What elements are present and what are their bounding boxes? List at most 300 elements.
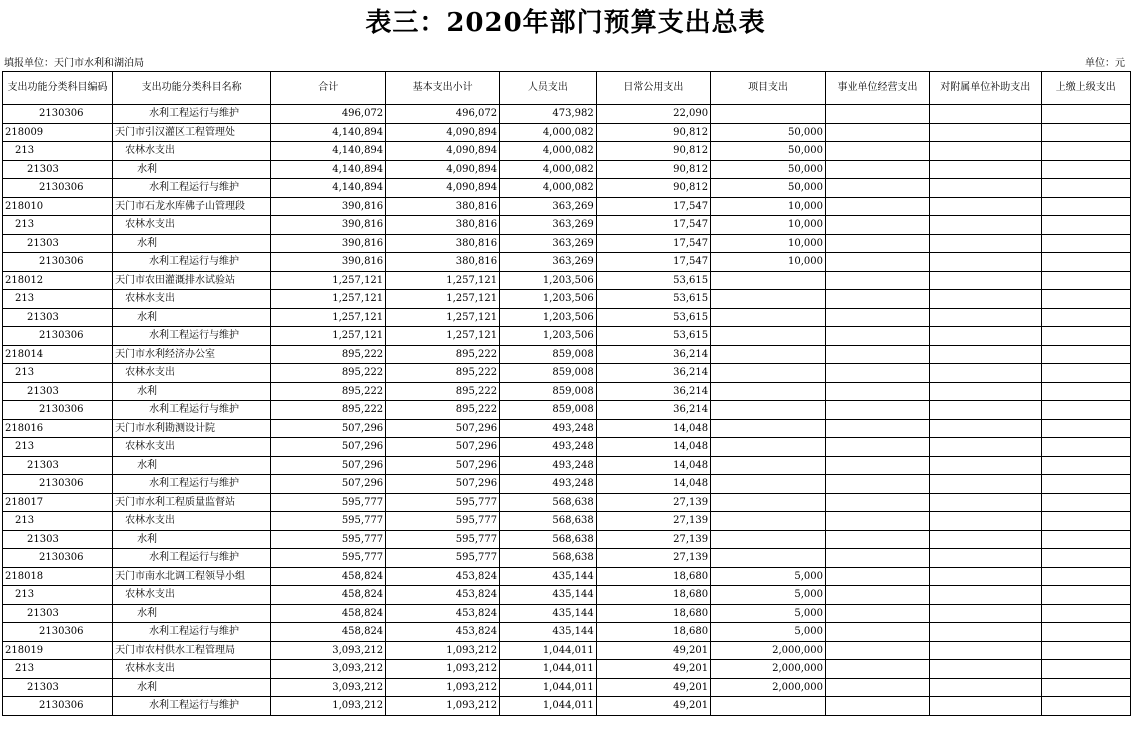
cell-personnel: 4,000,082	[500, 160, 597, 179]
table-row	[3, 530, 1131, 549]
cell-remit	[1041, 641, 1130, 660]
cell-personnel: 435,144	[500, 586, 597, 605]
table-row	[3, 567, 1131, 586]
table-row	[3, 401, 1131, 420]
cell-basic-subtotal: 595,777	[386, 512, 500, 531]
cell-remit	[1041, 456, 1130, 475]
cell-business	[826, 567, 930, 586]
table-row	[3, 253, 1131, 272]
cell-remit	[1041, 660, 1130, 679]
cell-business	[826, 345, 930, 364]
cell-remit	[1041, 253, 1130, 272]
col-header-subsidy: 对附属单位补助支出	[929, 72, 1041, 105]
cell-name: 天门市石龙水库佛子山管理段	[113, 197, 271, 216]
cell-basic-subtotal: 507,296	[386, 438, 500, 457]
table-row	[3, 678, 1131, 697]
table-row	[3, 493, 1131, 512]
cell-total: 390,816	[271, 253, 386, 272]
cell-project	[711, 419, 826, 438]
cell-public: 27,139	[596, 493, 710, 512]
cell-personnel: 859,008	[500, 364, 597, 383]
cell-code: 21303	[3, 530, 113, 549]
cell-code: 218016	[3, 419, 113, 438]
cell-code: 213	[3, 364, 113, 383]
cell-subsidy	[929, 660, 1041, 679]
cell-personnel: 1,203,506	[500, 327, 597, 346]
cell-total: 4,140,894	[271, 142, 386, 161]
cell-subsidy	[929, 160, 1041, 179]
cell-basic-subtotal: 1,093,212	[386, 660, 500, 679]
cell-total: 507,296	[271, 438, 386, 457]
cell-name: 天门市引汉灌区工程管理处	[113, 123, 271, 142]
col-header-total: 合计	[271, 72, 386, 105]
table-row	[3, 364, 1131, 383]
cell-personnel: 568,638	[500, 549, 597, 568]
cell-name: 水利	[113, 604, 271, 623]
cell-subsidy	[929, 142, 1041, 161]
cell-name: 水利	[113, 234, 271, 253]
cell-subsidy	[929, 678, 1041, 697]
cell-basic-subtotal: 380,816	[386, 216, 500, 235]
cell-basic-subtotal: 4,090,894	[386, 142, 500, 161]
cell-business	[826, 660, 930, 679]
cell-public: 49,201	[596, 660, 710, 679]
cell-basic-subtotal: 1,257,121	[386, 271, 500, 290]
cell-name: 天门市农村供水工程管理局	[113, 641, 271, 660]
cell-personnel: 435,144	[500, 567, 597, 586]
cell-total: 1,093,212	[271, 697, 386, 716]
cell-personnel: 4,000,082	[500, 142, 597, 161]
table-row	[3, 419, 1131, 438]
cell-total: 4,140,894	[271, 179, 386, 198]
cell-basic-subtotal: 595,777	[386, 493, 500, 512]
cell-total: 3,093,212	[271, 678, 386, 697]
cell-project	[711, 493, 826, 512]
cell-subsidy	[929, 623, 1041, 642]
cell-code: 21303	[3, 308, 113, 327]
reporting-unit: 填报单位：天门市水利和湖泊局	[4, 58, 144, 69]
cell-project	[711, 345, 826, 364]
cell-business	[826, 216, 930, 235]
cell-total: 595,777	[271, 493, 386, 512]
cell-project: 50,000	[711, 142, 826, 161]
cell-basic-subtotal: 895,222	[386, 401, 500, 420]
cell-personnel: 4,000,082	[500, 123, 597, 142]
cell-personnel: 568,638	[500, 530, 597, 549]
cell-subsidy	[929, 456, 1041, 475]
cell-code: 213	[3, 290, 113, 309]
table-row	[3, 160, 1131, 179]
cell-subsidy	[929, 234, 1041, 253]
cell-name: 水利工程运行与维护	[113, 549, 271, 568]
cell-subsidy	[929, 216, 1041, 235]
cell-business	[826, 290, 930, 309]
cell-remit	[1041, 438, 1130, 457]
cell-basic-subtotal: 453,824	[386, 623, 500, 642]
cell-public: 18,680	[596, 604, 710, 623]
cell-remit	[1041, 530, 1130, 549]
cell-basic-subtotal: 595,777	[386, 549, 500, 568]
cell-business	[826, 678, 930, 697]
cell-total: 1,257,121	[271, 271, 386, 290]
cell-project: 2,000,000	[711, 660, 826, 679]
cell-project: 2,000,000	[711, 641, 826, 660]
cell-subsidy	[929, 475, 1041, 494]
cell-project: 50,000	[711, 160, 826, 179]
cell-subsidy	[929, 419, 1041, 438]
table-row	[3, 234, 1131, 253]
cell-business	[826, 641, 930, 660]
cell-personnel: 1,203,506	[500, 308, 597, 327]
cell-total: 595,777	[271, 530, 386, 549]
cell-remit	[1041, 160, 1130, 179]
table-row	[3, 456, 1131, 475]
cell-remit	[1041, 271, 1130, 290]
cell-name: 天门市水利勘测设计院	[113, 419, 271, 438]
cell-code: 2130306	[3, 697, 113, 716]
cell-basic-subtotal: 1,257,121	[386, 327, 500, 346]
cell-business	[826, 493, 930, 512]
cell-name: 天门市水利工程质量监督站	[113, 493, 271, 512]
table-row	[3, 179, 1131, 198]
cell-public: 36,214	[596, 364, 710, 383]
cell-remit	[1041, 345, 1130, 364]
cell-remit	[1041, 623, 1130, 642]
cell-total: 507,296	[271, 419, 386, 438]
cell-subsidy	[929, 271, 1041, 290]
cell-business	[826, 604, 930, 623]
cell-basic-subtotal: 380,816	[386, 253, 500, 272]
cell-remit	[1041, 697, 1130, 716]
cell-name: 水利工程运行与维护	[113, 401, 271, 420]
cell-subsidy	[929, 586, 1041, 605]
cell-public: 36,214	[596, 382, 710, 401]
cell-basic-subtotal: 453,824	[386, 567, 500, 586]
cell-business	[826, 549, 930, 568]
cell-subsidy	[929, 530, 1041, 549]
cell-total: 1,257,121	[271, 290, 386, 309]
cell-remit	[1041, 179, 1130, 198]
cell-public: 53,615	[596, 327, 710, 346]
cell-code: 2130306	[3, 401, 113, 420]
cell-remit	[1041, 419, 1130, 438]
cell-subsidy	[929, 549, 1041, 568]
cell-name: 水利工程运行与维护	[113, 253, 271, 272]
cell-remit	[1041, 364, 1130, 383]
cell-code: 2130306	[3, 179, 113, 198]
table-row	[3, 197, 1131, 216]
cell-public: 14,048	[596, 438, 710, 457]
cell-code: 218018	[3, 567, 113, 586]
cell-public: 17,547	[596, 234, 710, 253]
cell-basic-subtotal: 4,090,894	[386, 160, 500, 179]
cell-basic-subtotal: 380,816	[386, 234, 500, 253]
cell-total: 4,140,894	[271, 123, 386, 142]
cell-remit	[1041, 512, 1130, 531]
cell-total: 1,257,121	[271, 327, 386, 346]
table-header-row	[3, 72, 1131, 105]
cell-remit	[1041, 475, 1130, 494]
col-header-public: 日常公用支出	[596, 72, 710, 105]
cell-code: 2130306	[3, 253, 113, 272]
cell-subsidy	[929, 308, 1041, 327]
cell-personnel: 1,203,506	[500, 290, 597, 309]
cell-remit	[1041, 327, 1130, 346]
cell-basic-subtotal: 1,093,212	[386, 697, 500, 716]
cell-personnel: 4,000,082	[500, 179, 597, 198]
cell-total: 390,816	[271, 234, 386, 253]
cell-name: 水利	[113, 160, 271, 179]
cell-business	[826, 475, 930, 494]
cell-name: 水利工程运行与维护	[113, 623, 271, 642]
cell-public: 18,680	[596, 567, 710, 586]
cell-subsidy	[929, 567, 1041, 586]
cell-project: 10,000	[711, 197, 826, 216]
cell-total: 458,824	[271, 623, 386, 642]
cell-code: 21303	[3, 382, 113, 401]
table-row	[3, 641, 1131, 660]
cell-business	[826, 586, 930, 605]
cell-code: 2130306	[3, 475, 113, 494]
cell-project	[711, 549, 826, 568]
cell-personnel: 363,269	[500, 234, 597, 253]
cell-business	[826, 438, 930, 457]
cell-project	[711, 382, 826, 401]
cell-basic-subtotal: 1,093,212	[386, 678, 500, 697]
cell-subsidy	[929, 493, 1041, 512]
cell-remit	[1041, 197, 1130, 216]
cell-personnel: 1,044,011	[500, 641, 597, 660]
cell-total: 895,222	[271, 345, 386, 364]
cell-public: 18,680	[596, 586, 710, 605]
cell-subsidy	[929, 290, 1041, 309]
cell-name: 天门市水利经济办公室	[113, 345, 271, 364]
cell-public: 14,048	[596, 475, 710, 494]
cell-subsidy	[929, 179, 1041, 198]
cell-business	[826, 512, 930, 531]
cell-business	[826, 327, 930, 346]
cell-project: 10,000	[711, 253, 826, 272]
cell-public: 27,139	[596, 530, 710, 549]
table-row	[3, 271, 1131, 290]
cell-code: 213	[3, 438, 113, 457]
cell-public: 14,048	[596, 456, 710, 475]
col-header-name: 支出功能分类科目名称	[113, 72, 271, 105]
cell-code: 213	[3, 586, 113, 605]
budget-table	[2, 71, 1131, 716]
cell-basic-subtotal: 895,222	[386, 364, 500, 383]
cell-personnel: 1,044,011	[500, 697, 597, 716]
cell-remit	[1041, 586, 1130, 605]
cell-project	[711, 364, 826, 383]
cell-personnel: 568,638	[500, 493, 597, 512]
cell-code: 218014	[3, 345, 113, 364]
cell-subsidy	[929, 253, 1041, 272]
cell-total: 895,222	[271, 401, 386, 420]
cell-total: 595,777	[271, 549, 386, 568]
cell-project: 5,000	[711, 623, 826, 642]
cell-business	[826, 456, 930, 475]
currency-unit: 单位：元	[1085, 58, 1125, 69]
table-row	[3, 290, 1131, 309]
cell-basic-subtotal: 507,296	[386, 475, 500, 494]
cell-personnel: 1,203,506	[500, 271, 597, 290]
cell-personnel: 473,982	[500, 105, 597, 124]
cell-remit	[1041, 567, 1130, 586]
table-row	[3, 697, 1131, 716]
cell-total: 458,824	[271, 567, 386, 586]
cell-business	[826, 160, 930, 179]
cell-name: 农林水支出	[113, 290, 271, 309]
cell-code: 218012	[3, 271, 113, 290]
cell-subsidy	[929, 327, 1041, 346]
cell-personnel: 363,269	[500, 216, 597, 235]
cell-total: 4,140,894	[271, 160, 386, 179]
cell-personnel: 493,248	[500, 456, 597, 475]
cell-name: 农林水支出	[113, 438, 271, 457]
cell-remit	[1041, 308, 1130, 327]
cell-project	[711, 512, 826, 531]
cell-subsidy	[929, 382, 1041, 401]
cell-business	[826, 105, 930, 124]
col-header-code: 支出功能分类科目编码	[3, 72, 113, 105]
cell-remit	[1041, 290, 1130, 309]
cell-code: 21303	[3, 678, 113, 697]
cell-remit	[1041, 549, 1130, 568]
cell-total: 3,093,212	[271, 641, 386, 660]
cell-code: 218010	[3, 197, 113, 216]
table-row	[3, 327, 1131, 346]
cell-code: 213	[3, 512, 113, 531]
cell-personnel: 435,144	[500, 623, 597, 642]
table-row	[3, 604, 1131, 623]
cell-name: 农林水支出	[113, 512, 271, 531]
cell-public: 17,547	[596, 216, 710, 235]
cell-total: 390,816	[271, 197, 386, 216]
cell-public: 53,615	[596, 290, 710, 309]
table-row	[3, 308, 1131, 327]
cell-public: 53,615	[596, 308, 710, 327]
cell-public: 17,547	[596, 197, 710, 216]
cell-basic-subtotal: 895,222	[386, 345, 500, 364]
cell-project	[711, 271, 826, 290]
cell-name: 水利工程运行与维护	[113, 697, 271, 716]
cell-code: 218017	[3, 493, 113, 512]
cell-public: 90,812	[596, 160, 710, 179]
cell-subsidy	[929, 641, 1041, 660]
cell-business	[826, 197, 930, 216]
cell-total: 595,777	[271, 512, 386, 531]
cell-remit	[1041, 105, 1130, 124]
cell-public: 49,201	[596, 697, 710, 716]
cell-name: 农林水支出	[113, 660, 271, 679]
cell-code: 2130306	[3, 623, 113, 642]
cell-public: 49,201	[596, 678, 710, 697]
cell-name: 水利	[113, 678, 271, 697]
table-row	[3, 623, 1131, 642]
cell-basic-subtotal: 1,093,212	[386, 641, 500, 660]
cell-public: 36,214	[596, 345, 710, 364]
cell-public: 17,547	[596, 253, 710, 272]
cell-public: 27,139	[596, 512, 710, 531]
cell-name: 水利	[113, 456, 271, 475]
cell-subsidy	[929, 197, 1041, 216]
cell-name: 天门市南水北调工程领导小组	[113, 567, 271, 586]
cell-project: 5,000	[711, 604, 826, 623]
cell-total: 507,296	[271, 456, 386, 475]
col-header-project: 项目支出	[711, 72, 826, 105]
cell-project	[711, 401, 826, 420]
cell-business	[826, 142, 930, 161]
cell-personnel: 493,248	[500, 475, 597, 494]
cell-name: 农林水支出	[113, 142, 271, 161]
cell-code: 218009	[3, 123, 113, 142]
cell-subsidy	[929, 105, 1041, 124]
cell-project	[711, 530, 826, 549]
cell-personnel: 1,044,011	[500, 660, 597, 679]
cell-code: 21303	[3, 234, 113, 253]
page-title: 表三：2020年部门预算支出总表	[365, 8, 766, 38]
cell-total: 3,093,212	[271, 660, 386, 679]
table-row	[3, 216, 1131, 235]
col-header-remit: 上缴上级支出	[1041, 72, 1130, 105]
table-row	[3, 586, 1131, 605]
cell-basic-subtotal: 453,824	[386, 604, 500, 623]
cell-total: 895,222	[271, 382, 386, 401]
cell-total: 496,072	[271, 105, 386, 124]
cell-subsidy	[929, 401, 1041, 420]
cell-project: 5,000	[711, 567, 826, 586]
cell-subsidy	[929, 364, 1041, 383]
cell-name: 水利工程运行与维护	[113, 179, 271, 198]
cell-basic-subtotal: 496,072	[386, 105, 500, 124]
cell-code: 213	[3, 660, 113, 679]
cell-basic-subtotal: 1,257,121	[386, 308, 500, 327]
cell-project	[711, 105, 826, 124]
cell-business	[826, 364, 930, 383]
cell-remit	[1041, 216, 1130, 235]
cell-code: 2130306	[3, 549, 113, 568]
cell-project	[711, 456, 826, 475]
cell-business	[826, 308, 930, 327]
cell-project: 2,000,000	[711, 678, 826, 697]
cell-business	[826, 179, 930, 198]
cell-name: 天门市农田灌溉排水试验站	[113, 271, 271, 290]
cell-code: 2130306	[3, 105, 113, 124]
cell-project	[711, 438, 826, 457]
cell-subsidy	[929, 697, 1041, 716]
cell-basic-subtotal: 4,090,894	[386, 179, 500, 198]
cell-total: 458,824	[271, 604, 386, 623]
cell-code: 2130306	[3, 327, 113, 346]
table-row	[3, 438, 1131, 457]
cell-business	[826, 123, 930, 142]
cell-basic-subtotal: 595,777	[386, 530, 500, 549]
table-body	[3, 105, 1131, 716]
cell-basic-subtotal: 1,257,121	[386, 290, 500, 309]
cell-code: 21303	[3, 456, 113, 475]
cell-business	[826, 382, 930, 401]
cell-personnel: 493,248	[500, 438, 597, 457]
table-row	[3, 512, 1131, 531]
cell-basic-subtotal: 507,296	[386, 419, 500, 438]
cell-remit	[1041, 234, 1130, 253]
cell-code: 213	[3, 142, 113, 161]
cell-basic-subtotal: 380,816	[386, 197, 500, 216]
cell-personnel: 1,044,011	[500, 678, 597, 697]
table-row	[3, 123, 1131, 142]
cell-public: 90,812	[596, 179, 710, 198]
